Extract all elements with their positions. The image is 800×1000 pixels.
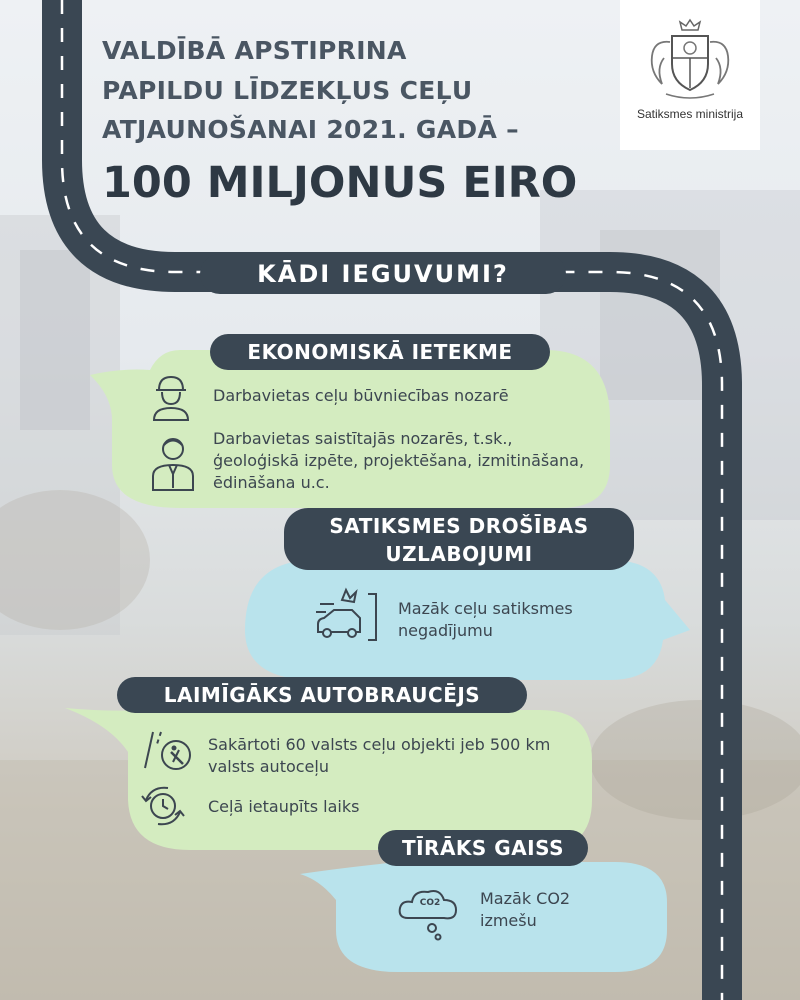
time-saving-icon xyxy=(140,784,186,828)
section-economic-title: EKONOMISKĀ IETEKME xyxy=(210,334,550,370)
construction-worker-icon xyxy=(150,372,192,422)
safety-item-1-text: Mazāk ceļu satiksmes negadījumu xyxy=(398,599,573,640)
section-driver-title: LAIMĪGĀKS AUTOBRAUCĒJS xyxy=(117,677,527,713)
car-crash-icon xyxy=(312,586,384,648)
co2-cloud-icon xyxy=(396,884,462,944)
section-safety-title-line-2: UZLABOJUMI xyxy=(385,542,533,566)
driver-item-2-text: Ceļā ietaupīts laiks xyxy=(208,797,360,816)
headline-line-2: PAPILDU LĪDZEKĻUS CEĻU xyxy=(102,76,473,105)
question-banner: KĀDI IEGUVUMI? xyxy=(200,254,566,294)
air-item-1-text: Mazāk CO2 izmešu xyxy=(480,889,571,930)
driver-item-1-text: Sakārtoti 60 valsts ceļu objekti jeb 500 km valsts autoceļu xyxy=(208,735,551,776)
economic-item-2-text: Darbavietas saistītajās nozarēs, t.sk., ģeoloģiskā izpēte, projektēšana, izmitināšana, ēdināšana u.c. xyxy=(213,429,585,492)
section-safety-title xyxy=(284,508,634,570)
headline-line-1: VALDĪBĀ APSTIPRINA xyxy=(102,36,407,65)
co2-cloud-shape xyxy=(396,884,462,944)
businessman-icon xyxy=(150,434,196,492)
road-works-icon xyxy=(143,728,195,772)
economic-item-1-text: Darbavietas ceļu būvniecības nozarē xyxy=(213,386,509,405)
section-safety-title-line-1: SATIKSMES DROŠĪBAS xyxy=(329,514,589,538)
section-air-title: TĪRĀKS GAISS xyxy=(378,830,588,866)
headline-line-3: ATJAUNOŠANAI 2021. GADĀ – xyxy=(102,115,519,144)
ministry-name: Satiksmes ministrija xyxy=(636,107,744,121)
headline-amount: 100 MILJONUS EIRO xyxy=(102,158,578,208)
co2-icon-label: CO2 xyxy=(419,898,441,908)
